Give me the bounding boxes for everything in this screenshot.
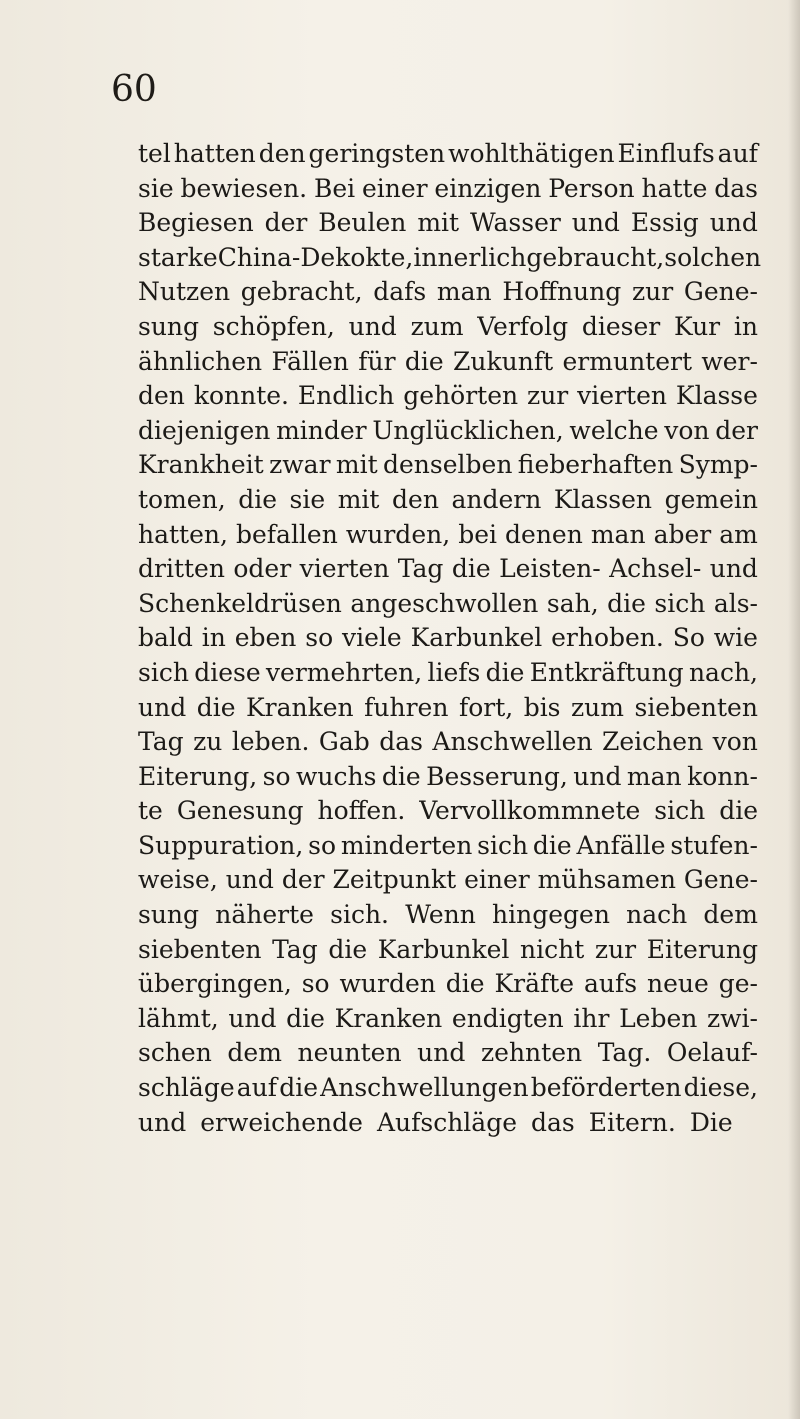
word: fort, — [458, 692, 514, 722]
word: einer — [361, 173, 428, 203]
text-line — [138, 483, 758, 518]
word: tel — [138, 139, 171, 168]
word: Zukunft — [453, 346, 554, 376]
word: vierten — [299, 554, 390, 584]
word: denselben — [383, 450, 513, 480]
word: die — [381, 761, 421, 791]
word: Wenn — [405, 900, 476, 930]
word: Person — [548, 173, 635, 203]
word: diese — [194, 657, 261, 687]
word: man — [436, 277, 492, 307]
word: zwar — [269, 450, 331, 480]
word: neunten — [297, 1038, 402, 1068]
text-line — [138, 310, 758, 345]
word: sung — [138, 311, 200, 341]
text-line — [138, 760, 758, 795]
word: so — [301, 969, 330, 999]
word: hatten, — [138, 519, 228, 549]
word: endigten — [451, 1003, 564, 1033]
word: und — [709, 554, 758, 584]
word: sich. — [330, 900, 389, 930]
word: Kur — [673, 311, 721, 341]
word: das — [379, 727, 423, 757]
text-line — [138, 518, 758, 553]
word: konn- — [687, 761, 758, 791]
word: eben — [234, 623, 297, 653]
text-line — [138, 241, 762, 276]
word: gehörten — [403, 381, 519, 411]
word: Gene- — [683, 865, 758, 895]
word: und — [417, 1038, 466, 1068]
word: übergingen, — [138, 969, 292, 999]
word: Tag — [138, 727, 184, 757]
word: Eitern. — [588, 1107, 676, 1137]
word: beförderten — [530, 1073, 682, 1103]
word: nach — [626, 900, 688, 930]
word: te — [138, 796, 163, 826]
word: ermuntert — [562, 346, 693, 376]
word: die — [238, 484, 277, 514]
word: leben. — [231, 727, 310, 757]
word: geringsten — [308, 139, 446, 168]
word: sich — [654, 588, 706, 618]
word: vierten — [577, 381, 667, 411]
word: Zeichen — [602, 727, 704, 757]
word: aufs — [584, 969, 638, 999]
text-line — [138, 1036, 758, 1071]
word: Klasse — [675, 381, 758, 411]
word: Oelauf- — [666, 1038, 758, 1068]
word: als- — [713, 588, 758, 618]
word: von — [712, 727, 758, 757]
word: am — [719, 519, 758, 549]
word: liefs — [427, 657, 481, 687]
word: Fällen — [271, 346, 349, 376]
word: dieser — [581, 311, 661, 341]
text-line — [138, 656, 758, 691]
word: dritten — [138, 554, 225, 584]
word: neue — [647, 969, 709, 999]
body-text — [138, 137, 762, 1140]
text-line — [138, 829, 758, 864]
word: bei — [458, 519, 497, 549]
word: gemein — [664, 484, 758, 514]
word: diese, — [683, 1073, 758, 1103]
word: erhoben. — [551, 623, 664, 653]
word: bis — [523, 692, 561, 722]
word: sich — [138, 657, 189, 687]
word: zum — [410, 311, 464, 341]
word: Krankheit — [138, 450, 264, 480]
word: wurden, — [345, 519, 451, 549]
word: einer — [464, 865, 530, 895]
word: erweichende — [200, 1107, 363, 1137]
word: Anschwellen — [432, 727, 593, 757]
word: Karbunkel — [410, 623, 543, 653]
word: die — [279, 1073, 319, 1103]
word: Die — [689, 1107, 733, 1137]
word: Leisten- — [499, 554, 601, 584]
word: konnte. — [193, 381, 290, 411]
word: die — [445, 969, 485, 999]
word: mühsamen — [537, 865, 676, 895]
word: die — [719, 796, 758, 826]
word: und — [573, 761, 622, 791]
word: Eiterung, — [138, 761, 258, 791]
word: weise, — [138, 865, 218, 895]
page-edge-shadow — [788, 0, 800, 1419]
word: sich — [477, 830, 529, 860]
word: sie — [138, 173, 174, 203]
word: welche — [569, 415, 659, 445]
word: der — [715, 415, 758, 445]
word: Kranken — [245, 692, 354, 722]
word: und — [138, 1107, 187, 1137]
word: Anfälle — [576, 830, 666, 860]
word: so — [308, 830, 337, 860]
word: die — [328, 934, 368, 964]
word: nicht — [520, 934, 585, 964]
text-line — [138, 933, 758, 968]
page-number: 60 — [111, 69, 157, 110]
word: das — [714, 173, 758, 203]
word: vermehrten, — [265, 657, 423, 687]
word: man — [626, 761, 682, 791]
word: gebracht, — [240, 277, 363, 307]
word: Vervollkommnete — [419, 796, 641, 826]
word: Einflufs — [617, 139, 715, 168]
word: Klassen — [553, 484, 653, 514]
word: sich — [654, 796, 706, 826]
word: mit — [337, 484, 380, 514]
word: in — [733, 311, 758, 341]
word: solchen — [664, 242, 762, 272]
word: nach, — [688, 657, 758, 687]
word: Verfolg — [477, 311, 569, 341]
word: der — [281, 865, 325, 895]
word: näherte — [215, 900, 314, 930]
word: sie — [289, 484, 326, 514]
word: und — [138, 692, 187, 722]
word: Tag — [397, 554, 444, 584]
word: hatten — [173, 139, 256, 168]
text-line — [138, 206, 758, 241]
word: die — [607, 588, 646, 618]
text-line — [138, 137, 758, 172]
word: Gab — [318, 727, 370, 757]
text-line — [138, 725, 758, 760]
word: Begiesen — [138, 208, 254, 238]
word: dafs — [373, 277, 427, 307]
word: und — [228, 1003, 277, 1033]
word: Tag — [272, 934, 318, 964]
word: bewiesen. — [180, 173, 308, 203]
word: ihr — [573, 1003, 610, 1033]
word: und — [571, 208, 620, 238]
word: Beulen — [318, 208, 407, 238]
text-line — [138, 967, 758, 1002]
text-line — [138, 552, 758, 587]
word: befallen — [235, 519, 338, 549]
word: Endlich — [297, 381, 395, 411]
word: die — [196, 692, 236, 722]
word: Hoffnung — [502, 277, 622, 307]
word: Bei — [313, 173, 356, 203]
word: den — [138, 381, 185, 411]
word: Symp- — [678, 450, 758, 480]
word: sung — [138, 900, 200, 930]
word: Anschwellungen — [320, 1073, 529, 1103]
word: so — [305, 623, 334, 653]
text-line — [138, 621, 758, 656]
text-line — [138, 275, 758, 310]
word: wurden — [339, 969, 436, 999]
word: China-Dekokte, — [217, 242, 414, 272]
word: und — [348, 311, 397, 341]
word: hingegen — [492, 900, 610, 930]
word: wuchs — [295, 761, 377, 791]
word: minder — [276, 415, 367, 445]
word: dem — [227, 1038, 282, 1068]
word: ähnlichen — [138, 346, 263, 376]
text-line — [138, 1002, 758, 1037]
text-line — [138, 379, 758, 414]
text-line — [138, 863, 758, 898]
word: starke — [138, 242, 218, 272]
word: einzigen — [434, 173, 542, 203]
word: die — [485, 657, 525, 687]
word: so — [262, 761, 291, 791]
word: wer- — [701, 346, 758, 376]
text-line — [138, 794, 758, 829]
word: wohlthätigen — [448, 139, 615, 168]
word: mit — [335, 450, 378, 480]
word: Kräfte — [494, 969, 575, 999]
word: Besserung, — [426, 761, 568, 791]
text-line — [138, 345, 758, 380]
text-line — [138, 587, 758, 622]
word: hoffen. — [317, 796, 406, 826]
word: die — [286, 1003, 325, 1033]
word: auf — [236, 1073, 278, 1103]
word: den — [392, 484, 439, 514]
word: Leben — [619, 1003, 698, 1033]
word: Aufschläge — [376, 1107, 517, 1137]
text-line — [138, 448, 758, 483]
word: mit — [417, 208, 460, 238]
word: fuhren — [364, 692, 449, 722]
word: fieberhaften — [517, 450, 674, 480]
word: von — [664, 415, 710, 445]
text-line — [138, 414, 758, 449]
text-line — [138, 691, 758, 726]
word: tomen, — [138, 484, 226, 514]
word: zur — [594, 934, 637, 964]
word: Gene- — [683, 277, 758, 307]
word: angeschwollen — [350, 588, 539, 618]
word: bald — [138, 623, 193, 653]
word: Essig — [630, 208, 699, 238]
word: Entkräftung — [529, 657, 684, 687]
word: schen — [138, 1038, 212, 1068]
word: andern — [451, 484, 542, 514]
word: siebenten — [634, 692, 758, 722]
word: zehnten — [480, 1038, 583, 1068]
word: Unglücklichen, — [372, 415, 564, 445]
word: viele — [342, 623, 402, 653]
word: Wasser — [469, 208, 561, 238]
word: die — [532, 830, 572, 860]
word: So — [672, 623, 705, 653]
text-line — [138, 1106, 758, 1141]
text-line — [138, 172, 758, 207]
word: denen — [505, 519, 583, 549]
word: Achsel- — [609, 554, 702, 584]
word: der — [264, 208, 308, 238]
word: Nutzen — [138, 277, 231, 307]
word: zum — [571, 692, 624, 722]
word: aber — [653, 519, 712, 549]
text-line — [138, 898, 758, 933]
word: Kranken — [334, 1003, 443, 1033]
word: hatte — [641, 173, 708, 203]
word: Tag. — [597, 1038, 652, 1068]
word: und — [225, 865, 274, 895]
word: Suppuration, — [138, 830, 304, 860]
word: schläge — [138, 1073, 235, 1103]
word: Zeitpunkt — [332, 865, 457, 895]
word: Genesung — [176, 796, 304, 826]
word: gebraucht, — [526, 242, 665, 272]
word: zur — [631, 277, 674, 307]
word: für — [358, 346, 396, 376]
word: den — [258, 139, 306, 168]
word: zwi- — [706, 1003, 758, 1033]
word: innerlich — [413, 242, 527, 272]
word: und — [709, 208, 758, 238]
word: Eiterung — [646, 934, 758, 964]
word: in — [201, 623, 226, 653]
word: diejenigen — [138, 415, 271, 445]
word: Schenkeldrüsen — [138, 588, 342, 618]
word: schöpfen, — [212, 311, 335, 341]
word: oder — [233, 554, 292, 584]
word: man — [590, 519, 646, 549]
word: die — [404, 346, 444, 376]
word: minderten — [340, 830, 473, 860]
word: siebenten — [138, 934, 262, 964]
text-line — [138, 1071, 758, 1106]
word: die — [451, 554, 491, 584]
word: ge- — [718, 969, 758, 999]
word: sah, — [546, 588, 599, 618]
word: Karbunkel — [377, 934, 510, 964]
word: auf — [717, 139, 758, 168]
word: lähmt, — [138, 1003, 219, 1033]
word: zu — [193, 727, 223, 757]
word: zur — [527, 381, 569, 411]
word: wie — [713, 623, 758, 653]
word: stufen- — [670, 830, 758, 860]
word: dem — [703, 900, 758, 930]
word: das — [531, 1107, 575, 1137]
